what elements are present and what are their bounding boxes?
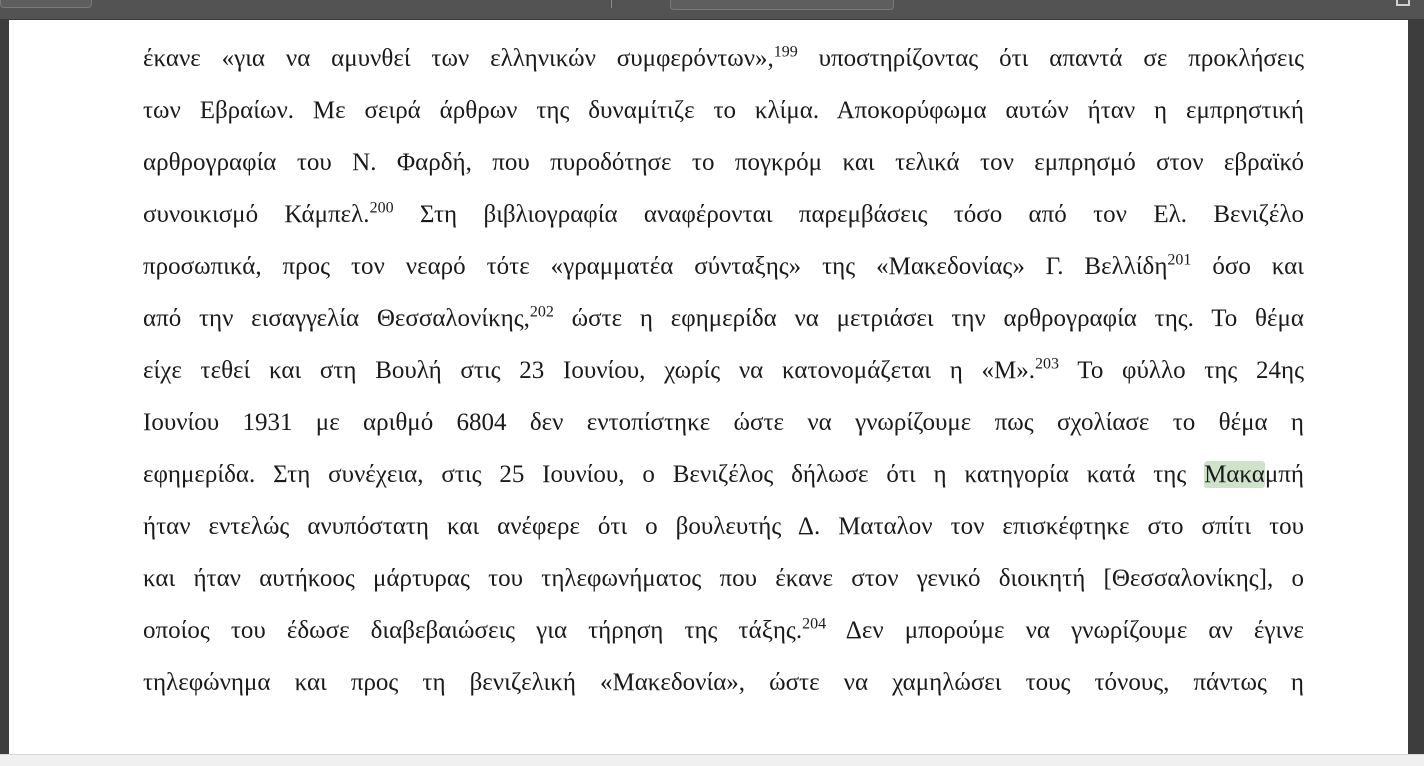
text-line: τηλεφώνημα και προς τη βενιζελική «Μακεδονία», ώστε να χαμηλώσει τους τόνους, πάντως η [143, 669, 1304, 696]
text-line: και ήταν αυτήκοος μάρτυρας του τηλεφωνήματος που έκανε στον γενικό διοικητή [Θεσσαλονίκης], ο [143, 565, 1304, 592]
text-line: ήταν εντελώς ανυπόστατη και ανέφερε ότι ο βουλευτής Δ. Ματαλον τον επισκέφτηκε στο σπίτι του [143, 513, 1304, 540]
toolbar-separator [611, 0, 612, 8]
text-line: των Εβραίων. Με σειρά άρθρων της δυναμίτιζε το κλίμα. Αποκορύφωμα αυτών ήταν η εμπρηστική [143, 97, 1304, 124]
text-line: συνοικισμό Κάμπελ.$^{200}$ Στη βιβλιογραφία αναφέρονται παρεμβάσεις τόσο από τον Ελ. Βενιζέλο [143, 199, 1304, 228]
document-page [9, 20, 1408, 754]
text-line: οποίος του έδωσε διαβεβαιώσεις για τήρηση της τάξης.$^{204}$ Δεν μπορούμε να γνωρίζουμε αν έγινε [143, 615, 1304, 644]
viewer-toolbar [0, 0, 1424, 20]
text-line: αρθρογραφία του Ν. Φαρδή, που πυροδότησε το πογκρόμ και τελικά τον εμπρησμό στον εβραϊκό [143, 149, 1304, 176]
toolbar-button[interactable] [0, 0, 92, 8]
toolbar-page-field[interactable] [670, 0, 894, 10]
text-line: από την εισαγγελία Θεσσαλονίκης,$^{202}$ ώστε η εφημερίδα να μετριάσει την αρθρογραφία της. Το θέμα [143, 303, 1305, 332]
text-line: εφημερίδα. Στη συνέχεια, στις 25 Ιουνίου, ο Βενιζέλος δήλωσε ότι η κατηγορία κατά της Μακαμπή [143, 461, 1304, 488]
footnote-ref[interactable]: 203 [1035, 355, 1060, 373]
left-gutter [0, 20, 9, 754]
text-line: προσωπικά, προς τον νεαρό τότε «γραμματέα σύνταξης» της «Μακεδονίας» Γ. Βελλίδη$^{201}$ όσο και [143, 251, 1304, 280]
bottom-status-bar [0, 754, 1424, 766]
footnote-ref[interactable]: 202 [529, 303, 554, 321]
footnote-ref[interactable]: 199 [773, 43, 798, 61]
text-line: είχε τεθεί και στη Βουλή στις 23 Ιουνίου, χωρίς να κατονομάζεται η «Μ».$^{203}$ Το φύλλο της 24ης [143, 355, 1304, 384]
text-line: έκανε «για να αμυνθεί των ελληνικών συμφερόντων»,$^{199}$ υποστηρίζοντας ότι απαντά σε προκλήσεις [143, 43, 1304, 72]
footnote-ref[interactable]: 200 [369, 199, 394, 217]
fullscreen-icon[interactable] [1396, 0, 1410, 6]
right-gutter [1408, 20, 1424, 754]
footnote-ref[interactable]: 201 [1167, 251, 1192, 269]
search-highlight: Μακα [1204, 461, 1265, 488]
footnote-ref[interactable]: 204 [802, 615, 827, 633]
text-line: Ιουνίου 1931 με αριθμό 6804 δεν εντοπίστηκε ώστε να γνωρίζουμε πως σχολίασε το θέμα η [143, 409, 1304, 436]
